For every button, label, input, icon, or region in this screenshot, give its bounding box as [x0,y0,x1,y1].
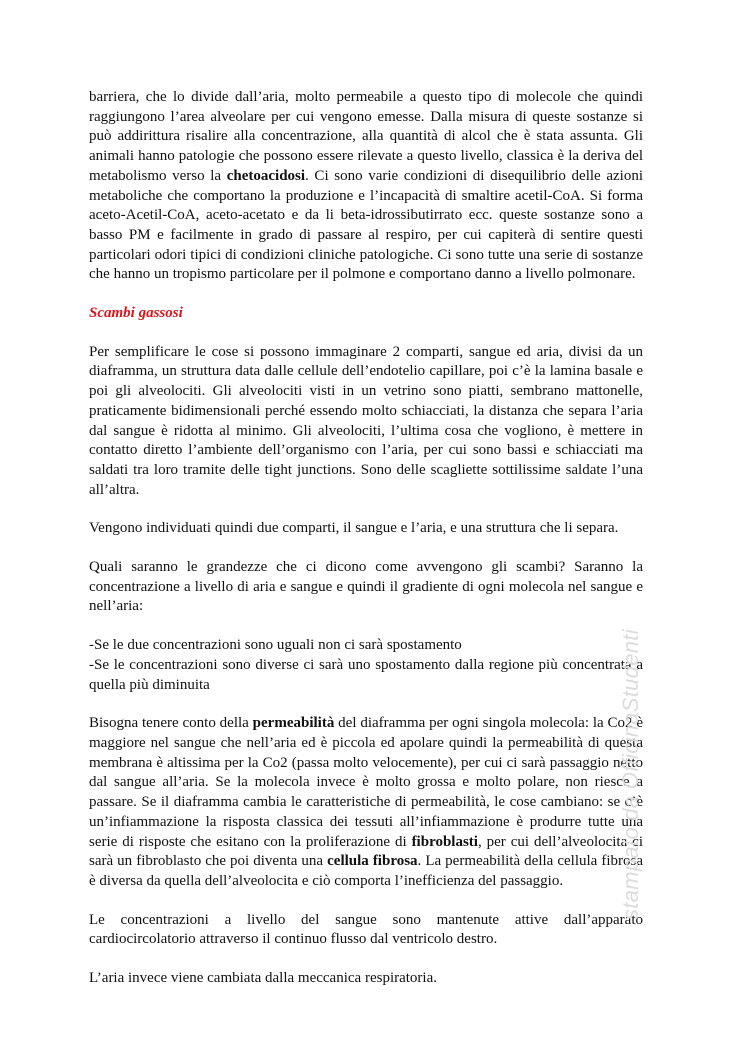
term-fibroblasti: fibroblasti [411,833,478,850]
document-body [89,88,643,1008]
term-permeabilita: permeabilità [252,715,335,732]
list-item: -Se le due concentrazioni sono uguali non ci sarà spostamento [89,637,462,654]
paragraph-air: L’aria invece viene cambiata dalla meccanica respiratoria. [89,970,437,987]
paragraph-blood: Le concentrazioni a livello del sangue sono mantenute attive dall’apparato cardiocircolatorio attraverso il continuo flusso dal ventricolo destro. [89,911,643,948]
term-cellula-fibrosa: cellula fibrosa [327,853,418,870]
paragraph-two-compartments: Vengono individuati quindi due comparti, il sangue e l’aria, e una struttura che li separa. [89,520,619,537]
paragraph-question: Quali saranno le grandezze che ci dicono come avvengono gli scambi? Saranno la concentrazione a livello di aria e sangue e quindi il gradiente di ogni molecola nel sangue e nell’aria: [89,559,643,615]
section-heading: Scambi gassosi [89,305,183,322]
paragraph-compartments: Per semplificare le cose si possono immaginare 2 comparti, sangue ed aria, divisi da un diaframma, un struttura data dalle cellule dell’endotelio capillare, poi c’è la lamina basale e poi gli alveolociti. Gli alveolociti visti in un vetrino sono piatti, sembrano mattonelle, praticamente bidimensionali perché essendo molto schiacciati, la distanza che separa l’aria dal sangue è ridotta al minimo. Gli alveolociti, l’ultima cosa che vogliono, è mettere in contatto diretto l’ambiente dell’organismo con l’aria, per cui sono bassi e schiacciati ma saldati tra loro tramite delle tight junctions. Sono delle scagliette sottilissime saldate l’una all’altra. [89,343,643,498]
paragraph-chetoacidosi: barriera, che lo divide dall’aria, molto permeabile a questo tipo di molecole che quindi raggiungono l’area alveolare per cui vengono emesse. Dalla misura di queste sostanze si può addirittura risalire alla concentrazione, alla quantità di alcol che è stata assunta. Gli animali hanno patologie che possono essere rilevate a questo livello, classica è la deriva del metabolismo verso la chetoacidosi. Ci sono varie condizioni di disequilibrio delle azioni metaboliche che comportano la produzione e l’incapacità di smaltire acetil-CoA. Si forma aceto-Acetil-CoA, aceto-acetato e da li beta-idrossibutirrato ecc. queste sostanze sono a basso PM e facilmente in grado di passare al respiro, per cui capiterà di sentire questi particolari odori tipici di condizioni cliniche patologiche. Ci sono tutte una serie di sostanze che hanno un tropismo particolare per il polmone e comportano danno a livello polmonare. [89,89,643,283]
watermark: stampato da OfficinaStudenti [618,629,643,920]
list-item: -Se le concentrazioni sono diverse ci sarà uno spostamento dalla regione più concentrata a quella più diminuita [89,656,643,693]
paragraph-permeability: Bisogna tenere conto della permeabilità del diaframma per ogni singola molecola: la Co2 è maggiore nel sangue che nell’aria ed è piccola ed apolare quindi la permeabilità di questa membrana è altissima per la Co2 (passa molto velocemente), per cui ci sarà passaggio netto dal sangue all’aria. Se la molecola invece è molto grossa e molto polare, non riesce a passare. Se il diaframma cambia le caratteristiche di permeabilità, le cose cambiano: se c’è un’infiammazione la risposta classica dei tessuti all’infiammazione è produrre tutte una serie di risposte che esitano con la proliferazione di fibroblasti, per cui dell’alveolocita ci sarà un fibroblasto che poi diventa una cellula fibrosa. La permeabilità della cellula fibrosa è diversa da quella dell’alveolocita e ciò comporta l’inefficienza del passaggio. [89,715,644,889]
term-chetoacidosi: chetoacidosi [226,167,306,184]
